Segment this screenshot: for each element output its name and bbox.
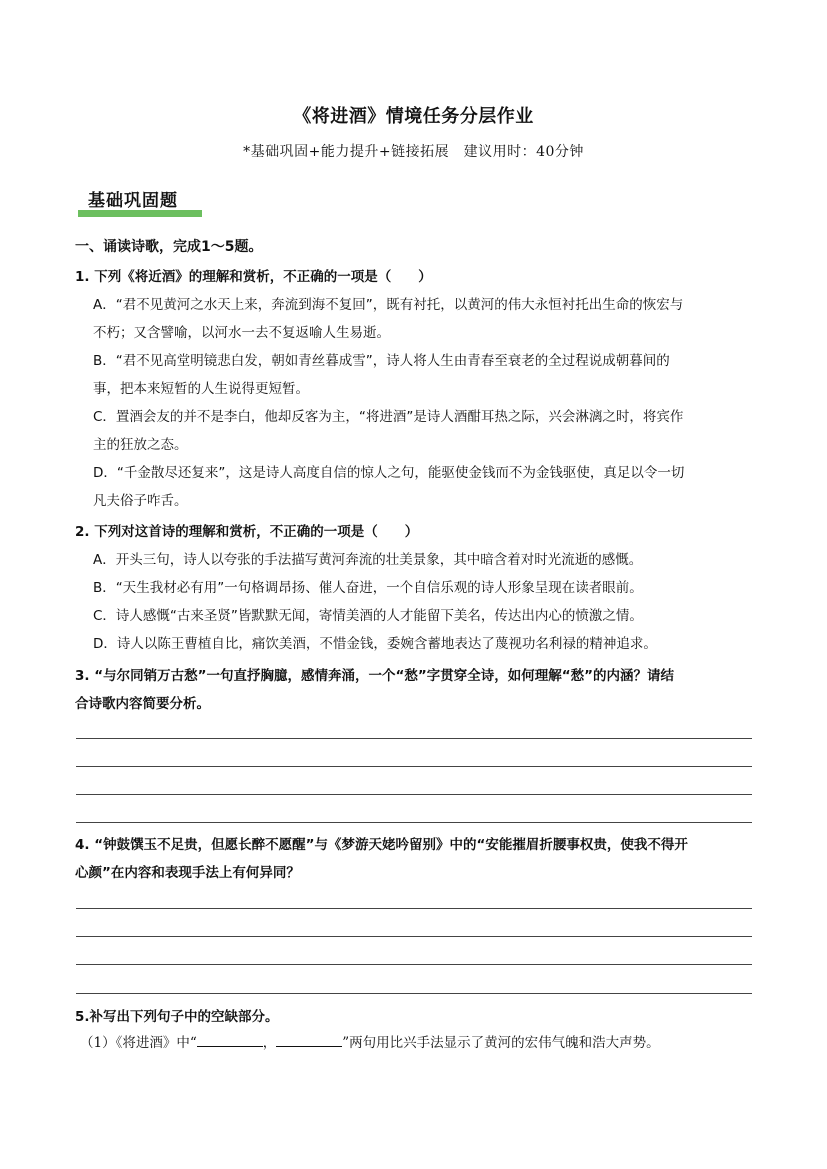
question-1-stem: 1. 下列《将近酒》的理解和赏析，不正确的一项是（ ）	[75, 269, 432, 285]
question-2-stem: 2. 下列对这首诗的理解和赏析，不正确的一项是（ ）	[75, 524, 419, 540]
option-line: C．诗人感慨“古来圣贤”皆默默无闻，寄情美酒的人才能留下美名，传达出内心的愤激之情。	[93, 608, 643, 624]
question-1-options	[75, 291, 755, 515]
option-line: B．“君不见高堂明镜悲白发，朝如青丝暮成雪”，诗人将人生由青春至衰老的全过程说成朝暮间的	[93, 353, 670, 369]
answer-line[interactable]	[76, 822, 752, 823]
option-line: D．诗人以陈王曹植自比，痛饮美酒，不惜金钱，委婉含蓄地表达了蔑视功名利禄的精神追求。	[93, 636, 657, 652]
option-line: A．“君不见黄河之水天上来，奔流到海不复回”，既有衬托，以黄河的伟大永恒衬托出生命的恢宏与	[93, 297, 684, 313]
worksheet-title: 《将进酒》情境任务分层作业	[293, 106, 534, 127]
question-3-stem-line: 合诗歌内容简要分析。	[75, 696, 210, 712]
answer-line[interactable]	[76, 936, 752, 937]
question-3-stem	[75, 662, 755, 718]
question-5-stem: 5.补写出下列句子中的空缺部分。	[75, 1009, 279, 1025]
answer-line[interactable]	[76, 794, 752, 795]
question-4-stem	[75, 831, 755, 887]
item-prefix: （1）《将进酒》中“	[80, 1035, 197, 1051]
question-4-stem-line: 4. “钟鼓馔玉不足贵，但愿长醉不愿醒”与《梦游天姥吟留别》中的“安能摧眉折腰事权贵，使我不得开	[75, 837, 688, 853]
question-3-stem-line: 3. “与尔同销万古愁”一句直抒胸臆，感情奔涌，一个“愁”字贯穿全诗，如何理解“愁”的内涵？请结	[75, 668, 674, 684]
question-1	[75, 266, 755, 515]
option-line: 不朽；又含譬喻，以河水一去不复返喻人生易逝。	[93, 325, 390, 341]
question-5-item-1	[80, 1032, 760, 1054]
option-line: B．“天生我材必有用”一句格调昂扬、催人奋进，一个自信乐观的诗人形象呈现在读者眼前。	[93, 580, 643, 596]
question-2-options	[75, 546, 755, 658]
worksheet-subtitle: *基础巩固+能力提升+链接拓展 建议用时：40分钟	[243, 144, 584, 160]
item-separator: ，	[262, 1035, 277, 1051]
option-line: C．置酒会友的并不是李白，他却反客为主，“将进酒”是诗人酒酣耳热之际，兴会淋漓之时，将宾作	[93, 409, 684, 425]
answer-line[interactable]	[76, 964, 752, 965]
answer-line[interactable]	[76, 766, 752, 767]
fill-blank[interactable]	[276, 1032, 342, 1047]
part-heading: 一、诵读诗歌，完成1～5题。	[75, 239, 263, 255]
answer-line[interactable]	[76, 993, 752, 994]
question-2	[75, 521, 755, 658]
answer-line[interactable]	[76, 908, 752, 909]
section-title: 基础巩固题	[88, 191, 178, 211]
item-suffix: ”两句用比兴手法显示了黄河的宏伟气魄和浩大声势。	[342, 1035, 660, 1051]
question-4-stem-line: 心颜”在内容和表现手法上有何异同？	[75, 865, 300, 881]
option-line: 凡夫俗子咋舌。	[93, 493, 188, 509]
answer-line[interactable]	[76, 738, 752, 739]
section-underline-bar	[78, 210, 202, 217]
fill-blank[interactable]	[197, 1032, 263, 1047]
section-header	[88, 186, 178, 211]
option-line: D．“千金散尽还复来”，这是诗人高度自信的惊人之句，能驱使金钱而不为金钱驱使，真足以令一切	[93, 465, 685, 481]
option-line: 主的狂放之态。	[93, 437, 188, 453]
option-line: A．开头三句，诗人以夸张的手法描写黄河奔流的壮美景象，其中暗含着对时光流逝的感慨。	[93, 552, 643, 568]
option-line: 事，把本来短暂的人生说得更短暂。	[93, 381, 309, 397]
